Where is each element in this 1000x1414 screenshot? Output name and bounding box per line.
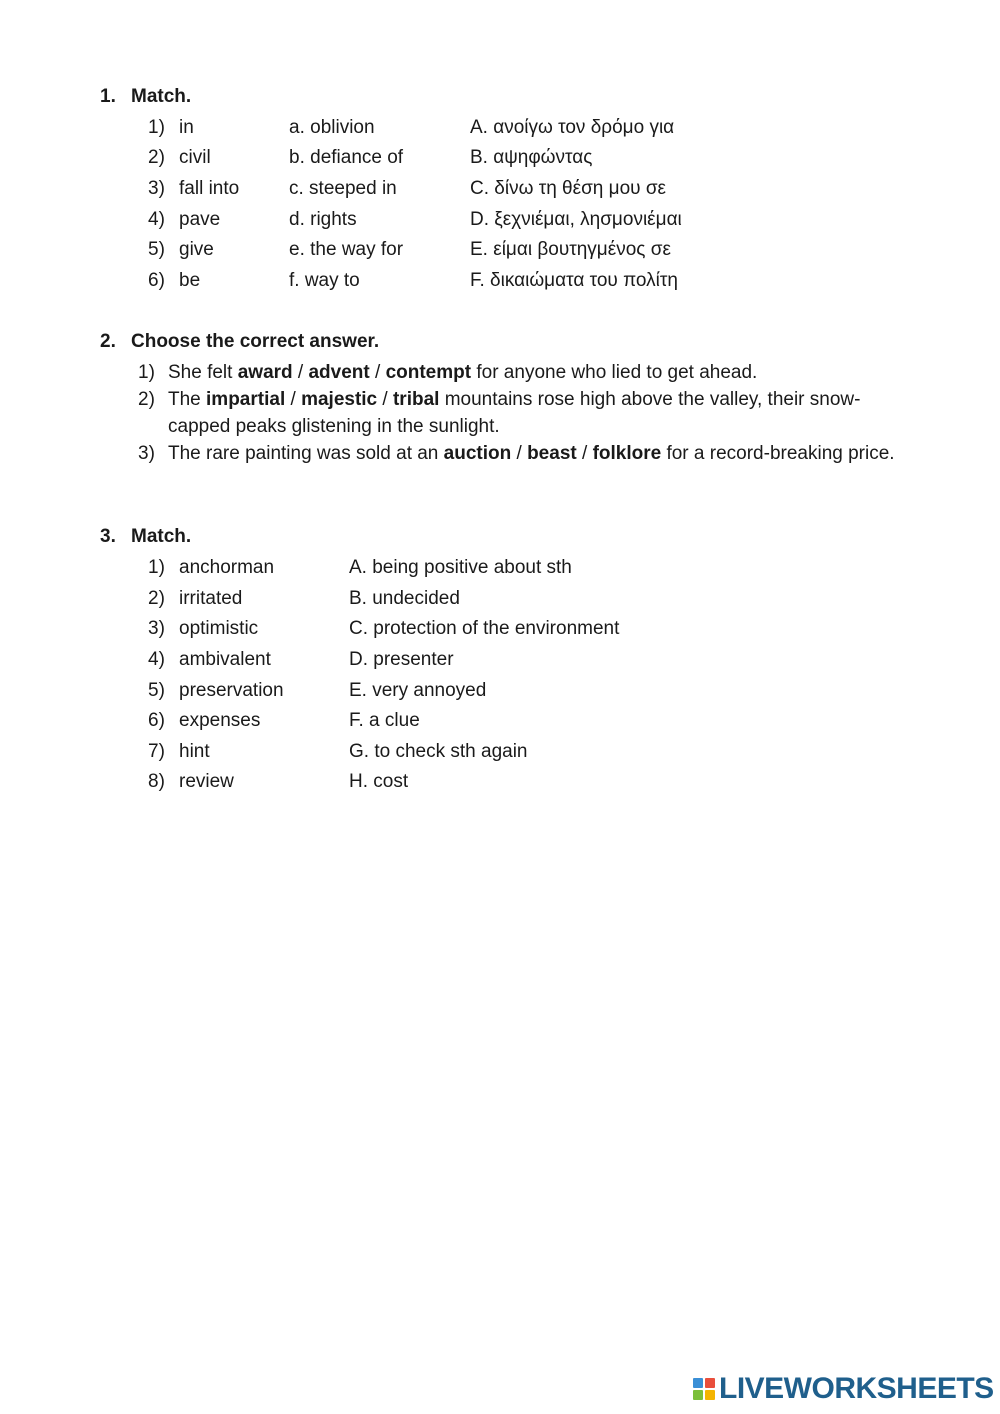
match-term: be bbox=[179, 270, 201, 291]
logo-text: LIVEWORKSHEETS bbox=[719, 1372, 994, 1405]
match-translation: B. αψηφώντας bbox=[470, 147, 593, 168]
match-phrase: c. steeped in bbox=[289, 178, 397, 199]
match-phrase: e. the way for bbox=[289, 239, 404, 260]
match-term: hint bbox=[179, 741, 210, 762]
question-text: She felt award / advent / contempt for anyone who lied to get ahead. bbox=[168, 362, 758, 383]
match-definition: F. a clue bbox=[349, 710, 420, 731]
item-number: 6) bbox=[148, 270, 165, 291]
match-definition: D. presenter bbox=[349, 649, 454, 670]
item-number: 3) bbox=[148, 618, 165, 639]
section-1-title: Match. bbox=[131, 86, 192, 107]
match-term: give bbox=[179, 239, 214, 260]
item-number: 2) bbox=[138, 389, 155, 410]
answer-option[interactable]: auction bbox=[443, 443, 512, 464]
item-number: 3) bbox=[148, 178, 165, 199]
match-phrase: a. oblivion bbox=[289, 117, 375, 138]
match-translation: C. δίνω τη θέση μου σε bbox=[470, 178, 667, 199]
match-definition: C. protection of the environment bbox=[349, 618, 620, 639]
answer-option[interactable]: contempt bbox=[385, 362, 472, 383]
match-term: preservation bbox=[179, 680, 284, 701]
item-number: 1) bbox=[148, 117, 165, 138]
section-1-heading bbox=[100, 86, 191, 108]
match-definition: H. cost bbox=[349, 771, 409, 792]
answer-option[interactable]: beast bbox=[527, 443, 577, 464]
item-number: 8) bbox=[148, 771, 165, 792]
item-number: 7) bbox=[148, 741, 165, 762]
match-term: expenses bbox=[179, 710, 261, 731]
item-number: 6) bbox=[148, 710, 165, 731]
item-number: 1) bbox=[138, 362, 155, 383]
match-term: pave bbox=[179, 209, 221, 230]
match-term: review bbox=[179, 771, 234, 792]
item-number: 4) bbox=[148, 209, 165, 230]
match-definition: G. to check sth again bbox=[349, 741, 528, 762]
section-2-title: Choose the correct answer. bbox=[131, 331, 380, 352]
answer-option[interactable]: award bbox=[237, 362, 293, 383]
section-2-number: 2. bbox=[100, 331, 116, 352]
item-number: 5) bbox=[148, 680, 165, 701]
section-3-number: 3. bbox=[100, 526, 116, 547]
logo-tiles-icon bbox=[693, 1378, 715, 1400]
match-term: irritated bbox=[179, 588, 243, 609]
answer-option[interactable]: advent bbox=[308, 362, 370, 383]
match-term: ambivalent bbox=[179, 649, 271, 670]
section-3-title: Match. bbox=[131, 526, 192, 547]
logo-tile bbox=[705, 1390, 715, 1400]
match-term: anchorman bbox=[179, 557, 275, 578]
section-2-heading bbox=[100, 331, 379, 353]
match-translation: F. δικαιώματα του πολίτη bbox=[470, 270, 678, 291]
match-definition: B. undecided bbox=[349, 588, 460, 609]
logo-tile bbox=[693, 1378, 703, 1388]
match-phrase: d. rights bbox=[289, 209, 357, 230]
section-3-heading bbox=[100, 526, 191, 548]
logo-tile bbox=[693, 1390, 703, 1400]
section-1-number: 1. bbox=[100, 86, 116, 107]
question-text: The rare painting was sold at an auction / beast / folklore for a record-breaking price. bbox=[168, 443, 895, 464]
question-item bbox=[138, 386, 898, 440]
answer-option[interactable]: tribal bbox=[392, 389, 440, 410]
match-translation: E. είμαι βουτηγμένος σε bbox=[470, 239, 671, 260]
match-translation: D. ξεχνιέμαι, λησμονιέμαι bbox=[470, 209, 682, 230]
item-number: 4) bbox=[148, 649, 165, 670]
match-term: optimistic bbox=[179, 618, 259, 639]
match-phrase: b. defiance of bbox=[289, 147, 404, 168]
item-number: 5) bbox=[148, 239, 165, 260]
logo-tile bbox=[705, 1378, 715, 1388]
question-item bbox=[138, 440, 898, 467]
match-translation: A. ανοίγω τον δρόμο για bbox=[470, 117, 675, 138]
liveworksheets-logo bbox=[693, 1374, 994, 1404]
question-text: The impartial / majestic / tribal mountains rose high above the valley, their snow-capped peaks glistening in the sunlight. bbox=[168, 389, 861, 437]
item-number: 1) bbox=[148, 557, 165, 578]
question-item bbox=[138, 359, 898, 386]
match-definition: A. being positive about sth bbox=[349, 557, 572, 578]
answer-option[interactable]: folklore bbox=[592, 443, 662, 464]
match-term: civil bbox=[179, 147, 211, 168]
match-phrase: f. way to bbox=[289, 270, 360, 291]
item-number: 2) bbox=[148, 147, 165, 168]
match-term: in bbox=[179, 117, 194, 138]
answer-option[interactable]: impartial bbox=[206, 389, 286, 410]
item-number: 3) bbox=[138, 443, 155, 464]
answer-option[interactable]: majestic bbox=[301, 389, 378, 410]
item-number: 2) bbox=[148, 588, 165, 609]
match-definition: E. very annoyed bbox=[349, 680, 487, 701]
match-term: fall into bbox=[179, 178, 240, 199]
